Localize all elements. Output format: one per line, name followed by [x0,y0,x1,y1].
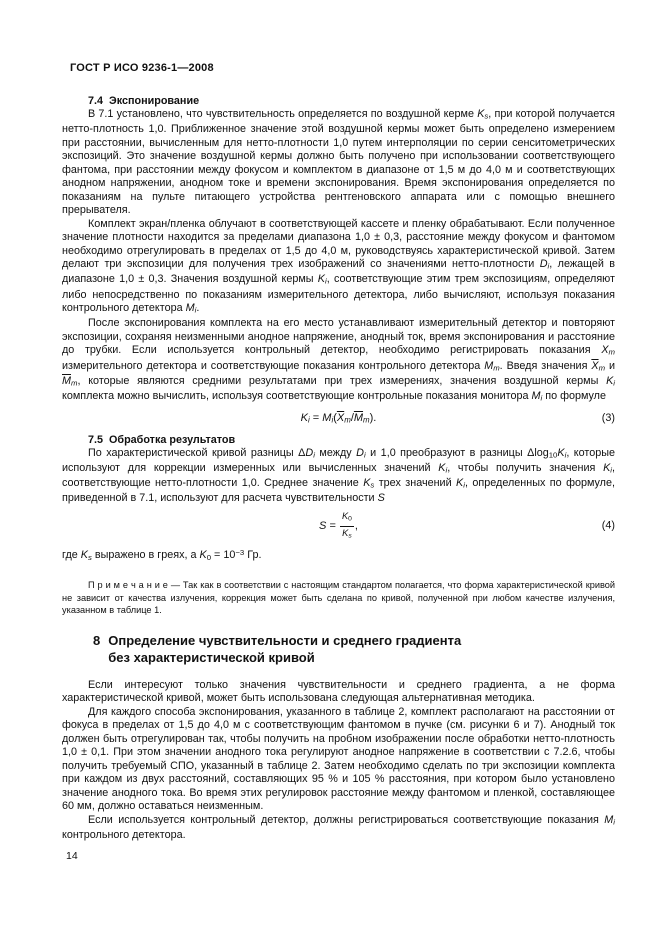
formula-4-lhs: S = [319,519,339,532]
section-7-4-heading [62,94,615,108]
paragraph-exposure-2: Комплект экран/пленка облучают в соответствующей кассете и пленку обрабатывают. Если полученное значение плотности находится за пределами диапазона 1,0 ± 0,3, расстояние между фокусом и фантомом необходимо отрегулировать в пределах от 1,5 до 4,0 м, руководствуясь характеристической кривой. Затем делают три экспозиции для получения трех изображений со значениями нетто-плотности $D_i$, лежащей в диапазоне 1,0 ± 0,3. Значения воздушной кермы $K_i$, соответствующие этим трем экспозициям, определяют либо непосредственно по показаниям измерительного детектора, либо вычисляют, используя показания контрольного детектора $M_i$. [62,217,616,315]
section-7-5-heading [62,433,615,447]
paragraph-alt-method-3: Если используется контрольный детектор, должны регистрироваться соответствующие показания $M_i$ контрольного детектора. [62,813,615,841]
paragraph-exposure-3: После экспонирования комплекта на его место устанавливают измерительный детектор и повторяют экспозиции, сохраняя неизменными анодное напряжение, анодный ток, время экспонирования и расстояние до трубки. Если используется контрольный детектор, необходимо регистрировать показания $X_m$ измерительного детектора и соответствующие показания контрольного детектора $M_m$. Введя значения $\overline{X}_m$ и $\overline{M}_m$, которые являются средними результатами при трех измерениях, значения воздушной кермы $K_i$ комплекта можно вычислить, используя соответствующие контрольные показания монитора $M_i$ по формуле [62,317,616,403]
note-text: П р и м е ч а н и е — Так как в соответствии с настоящим стандартом полагается, что форма характеристической кривой не зависит от качества излучения, коррекция может быть сделана по кривой, полученной при любом качестве излучения, указанном в таблице 1. [62,580,615,616]
section-title: Экспонирование [109,95,200,107]
section-number: 7.5 [88,433,104,446]
section-number: 7.4 [88,95,104,107]
where-clause: где $K_s$ выражено в греях, а $K_0 = 10^{-3}$ Гр. [62,547,262,562]
paragraph-exposure-1: В 7.1 установлено, что чувствительность определяется по воздушной керме $K_s$, при которой получается нетто-плотность 1,0. Приближенное значение этой воздушной кермы может быть определено измерением при расстоянии, вычисленным для нетто-плотности 1,0 путем интерполяции по серии сенситометрических экспозиций. Это значение воздушной кермы должно быть получено при использовании соответствующего фантома, при расстоянии между фокусом и комплектом в диапазоне от 1,5 м до 4,0 м и соответствующих анодном напряжении, анодном токе и времени экспонирования. Время экспонирования определяется по показаниям на пульте питающего устройства рентгеновского аппарата или с помощью внешнего прерывателя. [62,108,615,217]
page-number: 14 [66,850,78,862]
formula-4-expression [319,511,358,542]
formula-3 [62,411,615,428]
fraction [340,511,354,542]
section-number: 8 [93,632,101,648]
section-title: Определение чувствительности и среднего градиента без характеристической кривой [108,632,462,665]
fraction-numerator: $K_0$ [340,511,354,527]
section-8-heading [93,632,615,667]
page-content [62,94,615,842]
paragraph-alt-method-2: Для каждого способа экспонирования, указанного в таблице 2, комплект располагают на расстоянии от фокуса в пределах от 1,5 до 4,0 м с соответствующим фантомом в пучке (см. рисунки 6 и 7). Анодный ток должен быть отрегулирован так, чтобы получить на пробном изображении после обработки нетто-плотность 1,0 ± 0,1. При этом значении анодного тока регулируют анодное напряжение в соответствии с 7.2.6, чтобы получить требуемый СПО, указанный в таблице 2. Затем необходимо сделать по три экспозиции комплекта при каждом из двух расстояний, составляющих 95 % и 105 % расстояния, при котором было установлено значение анодного тока. Во время этих регулировок расстояние между фантомом и пленкой, составляющее 60 мм, должно оставаться неизменным. [62,705,615,812]
section-title: Обработка результатов [109,433,236,446]
paragraph-alt-method-1: Если интересуют только значения чувствительности и среднего градиента, а не форма характеристической кривой, может быть использована следующая альтернативная методика. [62,678,615,704]
fraction-denominator: $K_s$ [342,527,352,540]
formula-3-number: (3) [601,412,615,425]
formula-4 [62,511,615,542]
formula-3-expression: $K_i = M_i(\overline{X}_m/\overline{M}_m)$. [300,412,377,425]
formula-4-tail: , [354,519,358,532]
formula-4-number: (4) [601,519,615,532]
running-header: ГОСТ Р ИСО 9236-1—2008 [70,62,214,74]
paragraph-processing-1: По характеристической кривой разницы $\Delta D_i$ между $D_i$ и 1,0 преобразуют в разницы $\Delta\log_{10}K_i$, которые используют для коррекции измеренных или вычисленных значений $K_i$, чтобы получить значения $K_i$, соответствующие нетто-плотности 1,0. Среднее значение $K_s$ трех значений $K_i$, определенных по формуле, приведенной в 7.1, используют для расчета чувствительности S [62,446,616,505]
